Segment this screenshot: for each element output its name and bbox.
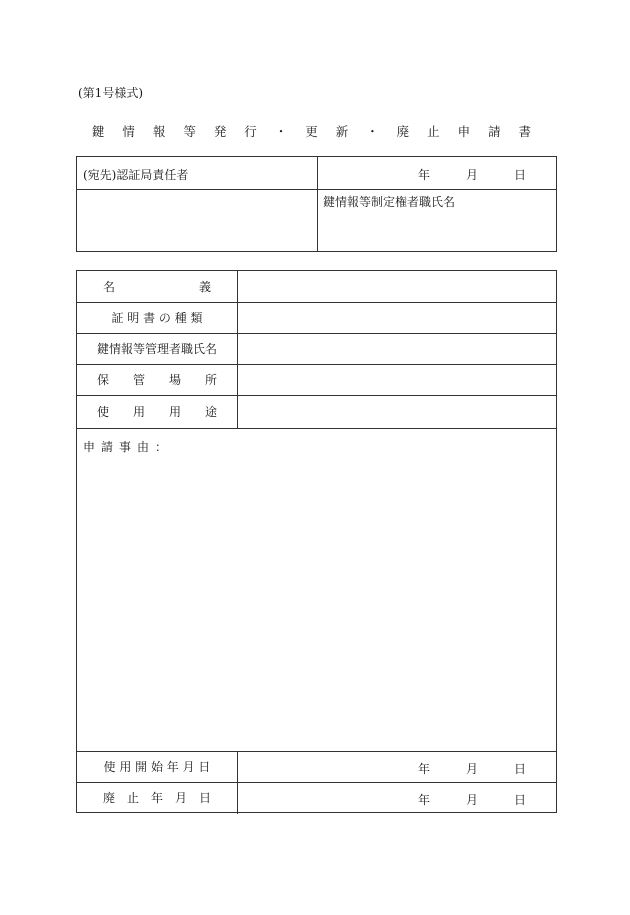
header-divider-horizontal-right <box>317 189 556 190</box>
date-month: 月 <box>465 793 478 807</box>
header-divider-vertical <box>317 157 318 251</box>
end-date-label: 廃 止 年 月 日 <box>102 791 211 805</box>
form-number-label: (第1号様式) <box>78 86 143 100</box>
date-day: 日 <box>513 793 526 807</box>
header-divider-horizontal <box>77 189 317 190</box>
start-date-label: 使 用 開 始 年 月 日 <box>103 760 211 774</box>
document-title: 鍵 情 報 等 発 行 ・ 更 新 ・ 廃 止 申 請 書 <box>91 124 539 139</box>
date-year: 年 <box>417 168 430 182</box>
field-column-divider <box>237 271 238 428</box>
date-day: 日 <box>513 168 526 182</box>
date-month: 月 <box>465 168 478 182</box>
signer-label: 鍵情報等制定権者職氏名 <box>323 195 456 209</box>
date-year: 年 <box>417 762 430 776</box>
application-reason-label: 申請事由： <box>83 440 174 454</box>
field-label-key-manager: 鍵情報等管理者職氏名 <box>96 342 217 356</box>
addressee-label: (宛先)認証局責任者 <box>83 168 189 182</box>
field-label-usage-purpose: 使 用 用 途 <box>96 405 217 419</box>
application-table <box>76 270 557 813</box>
field-label-name: 名 義 <box>102 280 211 294</box>
row-divider <box>77 428 556 429</box>
date-day: 日 <box>513 762 526 776</box>
header-table <box>76 156 557 252</box>
date-year: 年 <box>417 793 430 807</box>
application-date[interactable] <box>418 166 526 183</box>
field-label-certificate-type: 証 明 書 の 種 類 <box>111 311 203 325</box>
date-month: 月 <box>465 762 478 776</box>
start-date-value[interactable] <box>418 760 526 777</box>
field-label-storage-location: 保 管 場 所 <box>96 373 217 387</box>
end-date-value[interactable] <box>418 791 526 808</box>
